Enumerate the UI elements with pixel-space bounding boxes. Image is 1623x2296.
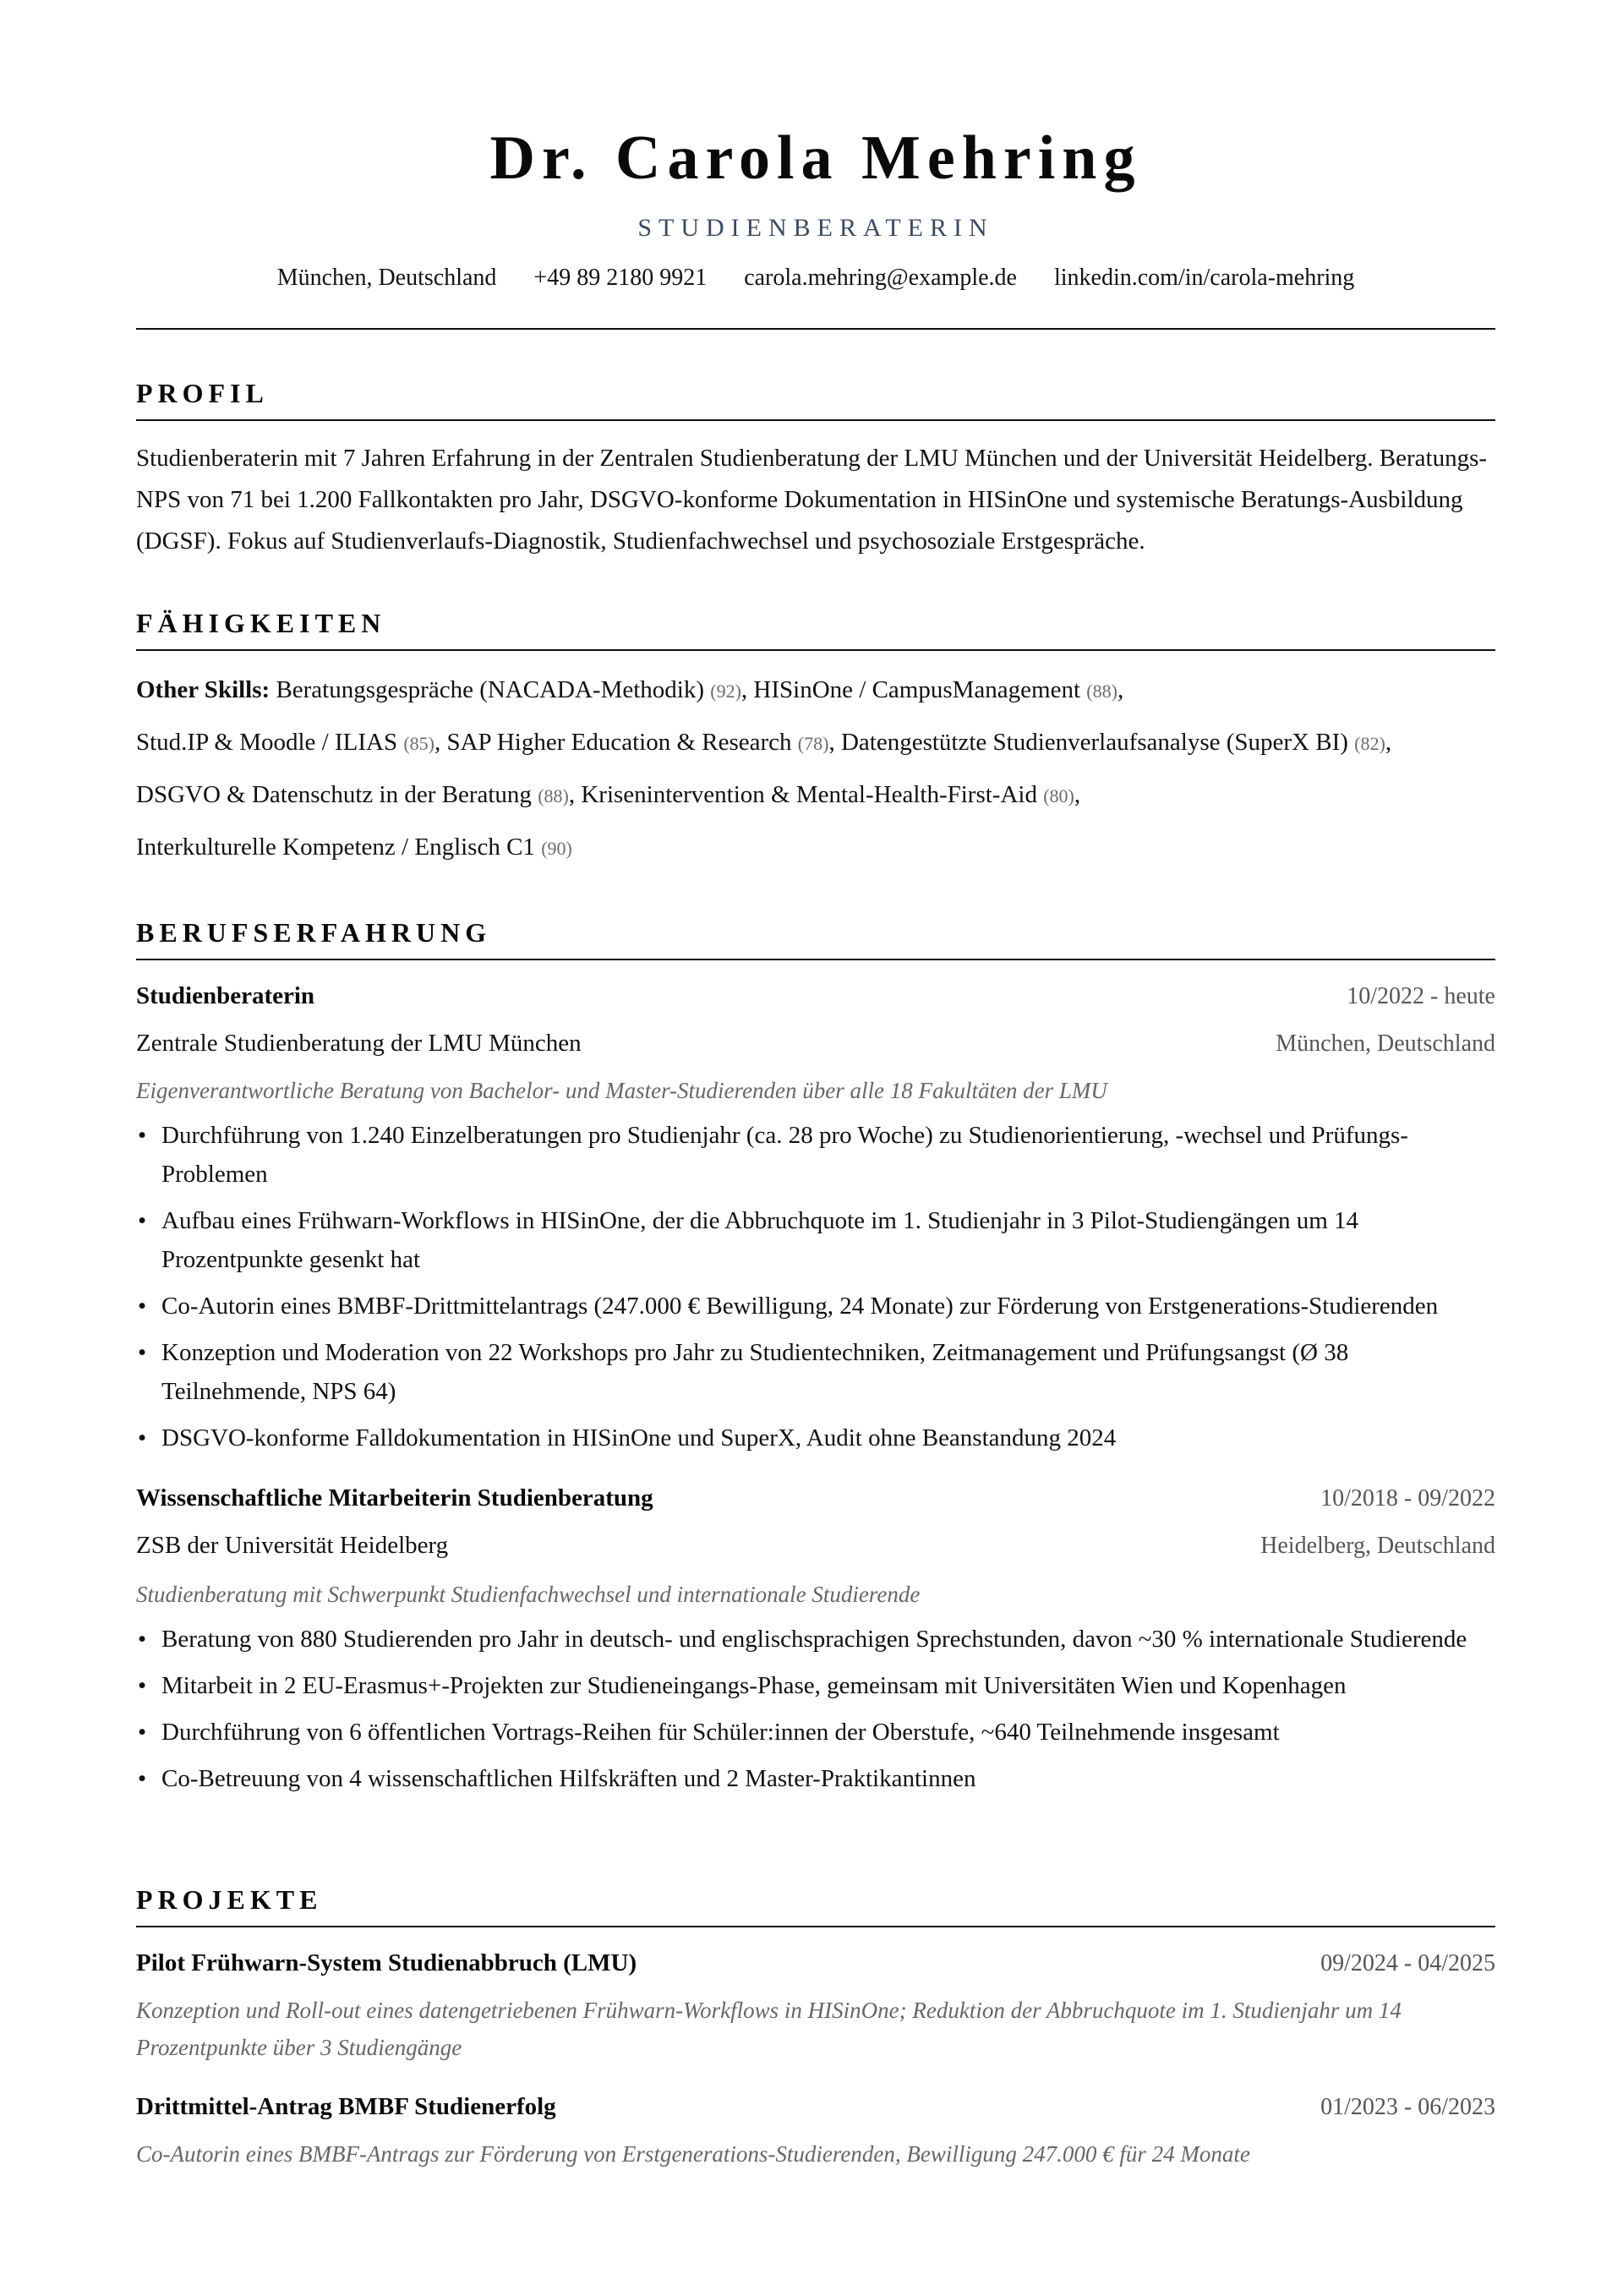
- job-location: Heidelberg, Deutschland: [1260, 1533, 1495, 1559]
- candidate-name: Dr. Carola Mehring: [489, 123, 1142, 193]
- skills-line: Other Skills: Beratungsgespräche (NACADA-Methodik) (92), HISinOne / CampusManagement (88),: [136, 676, 1124, 703]
- job-organization: Zentrale Studienberatung der LMU München: [136, 1030, 582, 1057]
- achievement-item: • Aufbau eines Frühwarn-Workflows in HISinOne, der die Abbruchquote im 1. Studienjahr in 3 Pilot-Studiengängen um 14 Prozentpunkte gesenkt hat: [136, 1201, 1495, 1279]
- project-description: Konzeption und Roll-out eines datengetriebenen Frühwarn-Workflows in HISinOne; Reduktion der Abbruchquote im 1. Studienjahr um 14 Prozentpunkte über 3 Studiengänge: [136, 1998, 1402, 2060]
- section-title-skills: FÄHIGKEITEN: [136, 605, 1495, 651]
- profile-text: Studienberaterin mit 7 Jahren Erfahrung in der Zentralen Studienberatung der LMU München und der Universität Heidelberg. Beratungs-NPS von 71 bei 1.200 Fallkontakten pro Jahr, DSGVO-konforme Dokumentation in HISinOne und systemische Beratungs-Ausbildung (DGSF). Fokus auf Studienverlaufs-Diagnostik, Studienfachwechsel und psychosoziale Erstgespräche.: [136, 445, 1488, 555]
- achievement-item: • Durchführung von 1.240 Einzelberatungen pro Studienjahr (ca. 28 pro Woche) zu Studienorientierung, -wechsel und Prüfungs-Problemen: [136, 1116, 1495, 1194]
- skill-level: (78): [797, 733, 829, 754]
- project-dates: 01/2023 - 06/2023: [1320, 2094, 1495, 2120]
- skills-line: Stud.IP & Moodle / ILIAS (85), SAP Higher Education & Research (78), Datengestützte Studienverlaufsanalyse (SuperX BI) (82),: [136, 729, 1392, 756]
- skill-name: Datengestützte Studienverlaufsanalyse (SuperX BI): [840, 729, 1348, 756]
- skill-level: (90): [541, 838, 572, 859]
- contact-location: München, Deutschland: [276, 265, 497, 291]
- skill-name: Beratungsgespräche (NACADA-Methodik): [276, 676, 705, 703]
- job-header: [136, 1481, 1495, 1516]
- contact-phone[interactable]: +49 89 2180 9921: [533, 265, 708, 291]
- achievement-item: • Co-Autorin eines BMBF-Drittmittelantrags (247.000 € Bewilligung, 24 Monate) zur Förderung von Erstgenerations-Studierenden: [136, 1287, 1495, 1326]
- header-divider: [136, 328, 1495, 330]
- achievement-item: • DSGVO-konforme Falldokumentation in HISinOne und SuperX, Audit ohne Beanstandung 2024: [136, 1419, 1495, 1457]
- project-description: Co-Autorin eines BMBF-Antrags zur Förderung von Erstgenerations-Studierenden, Bewilligung 247.000 € für 24 Monate: [136, 2141, 1250, 2167]
- skills-line: DSGVO & Datenschutz in der Beratung (88), Krisenintervention & Mental-Health-First-Aid (80),: [136, 781, 1081, 808]
- job-role: Wissenschaftliche Mitarbeiterin Studienberatung: [136, 1484, 653, 1512]
- skill-level: (88): [538, 785, 569, 806]
- contact-email[interactable]: carola.mehring@example.de: [744, 265, 1017, 291]
- skill-level: (82): [1354, 733, 1385, 754]
- job-dates: 10/2022 - heute: [1347, 983, 1495, 1009]
- skills-line: [136, 822, 1495, 874]
- section-title-experience: BERUFSERFAHRUNG: [136, 915, 1495, 960]
- skill-level: (80): [1043, 785, 1074, 806]
- job-achievements: [136, 1116, 1495, 1465]
- achievement-item: • Co-Betreuung von 4 wissenschaftlichen Hilfskräften und 2 Master-Praktikantinnen: [136, 1759, 1495, 1798]
- skill-name: DSGVO & Datenschutz in der Beratung: [136, 781, 532, 808]
- skill-name: Stud.IP & Moodle / ILIAS: [136, 729, 398, 756]
- skill-name: HISinOne / CampusManagement: [753, 676, 1081, 703]
- contact-linkedin[interactable]: linkedin.com/in/carola-mehring: [1053, 265, 1355, 291]
- skill-level: (85): [403, 733, 434, 754]
- project-name: Drittmittel-Antrag BMBF Studienerfolg: [136, 2093, 556, 2120]
- job-achievements: [136, 1620, 1495, 1806]
- skill-name: Krisenintervention & Mental-Health-First-Aid: [581, 781, 1037, 808]
- achievement-item: • Beratung von 880 Studierenden pro Jahr in deutsch- und englischsprachigen Sprechstunden, davon ~30 % internationale Studierende: [136, 1620, 1495, 1659]
- job-role: Studienberaterin: [136, 982, 315, 1009]
- skill-name: SAP Higher Education & Research: [446, 729, 792, 756]
- job-location: München, Deutschland: [1276, 1030, 1495, 1057]
- section-title-projects: PROJEKTE: [136, 1882, 1495, 1927]
- job-organization: ZSB der Universität Heidelberg: [136, 1532, 449, 1559]
- project-header: [136, 1946, 1495, 1981]
- project-dates: 09/2024 - 04/2025: [1320, 1950, 1495, 1976]
- project-header: [136, 2090, 1495, 2124]
- job-org-line: [136, 1528, 1495, 1563]
- skill-level: (88): [1086, 681, 1118, 702]
- job-title: STUDIENBERATERIN: [637, 214, 994, 242]
- achievement-item: • Konzeption und Moderation von 22 Workshops pro Jahr zu Studientechniken, Zeitmanagement und Prüfungsangst (Ø 38 Teilnehmende, NPS 64): [136, 1333, 1495, 1411]
- skills-label: Other Skills:: [136, 676, 270, 703]
- job-org-line: [136, 1026, 1495, 1061]
- project-name: Pilot Frühwarn-System Studienabbruch (LMU): [136, 1949, 637, 1976]
- skill-name: Interkulturelle Kompetenz / Englisch C1: [136, 834, 535, 861]
- achievement-item: • Mitarbeit in 2 EU-Erasmus+-Projekten zur Studieneingangs-Phase, gemeinsam mit Universitäten Wien und Kopenhagen: [136, 1666, 1495, 1705]
- skills-block: [136, 664, 1495, 874]
- job-header: [136, 979, 1495, 1014]
- skill-level: (92): [710, 681, 741, 702]
- job-description: Eigenverantwortliche Beratung von Bachelor- und Master-Studierenden über alle 18 Fakultäten der LMU: [136, 1078, 1107, 1103]
- contact-line: [136, 262, 1495, 294]
- section-title-profile: PROFIL: [136, 375, 1495, 421]
- achievement-item: • Durchführung von 6 öffentlichen Vortrags-Reihen für Schüler:innen der Oberstufe, ~640 Teilnehmende insgesamt: [136, 1713, 1495, 1752]
- job-dates: 10/2018 - 09/2022: [1320, 1485, 1495, 1512]
- job-description: Studienberatung mit Schwerpunkt Studienfachwechsel und internationale Studierende: [136, 1582, 921, 1607]
